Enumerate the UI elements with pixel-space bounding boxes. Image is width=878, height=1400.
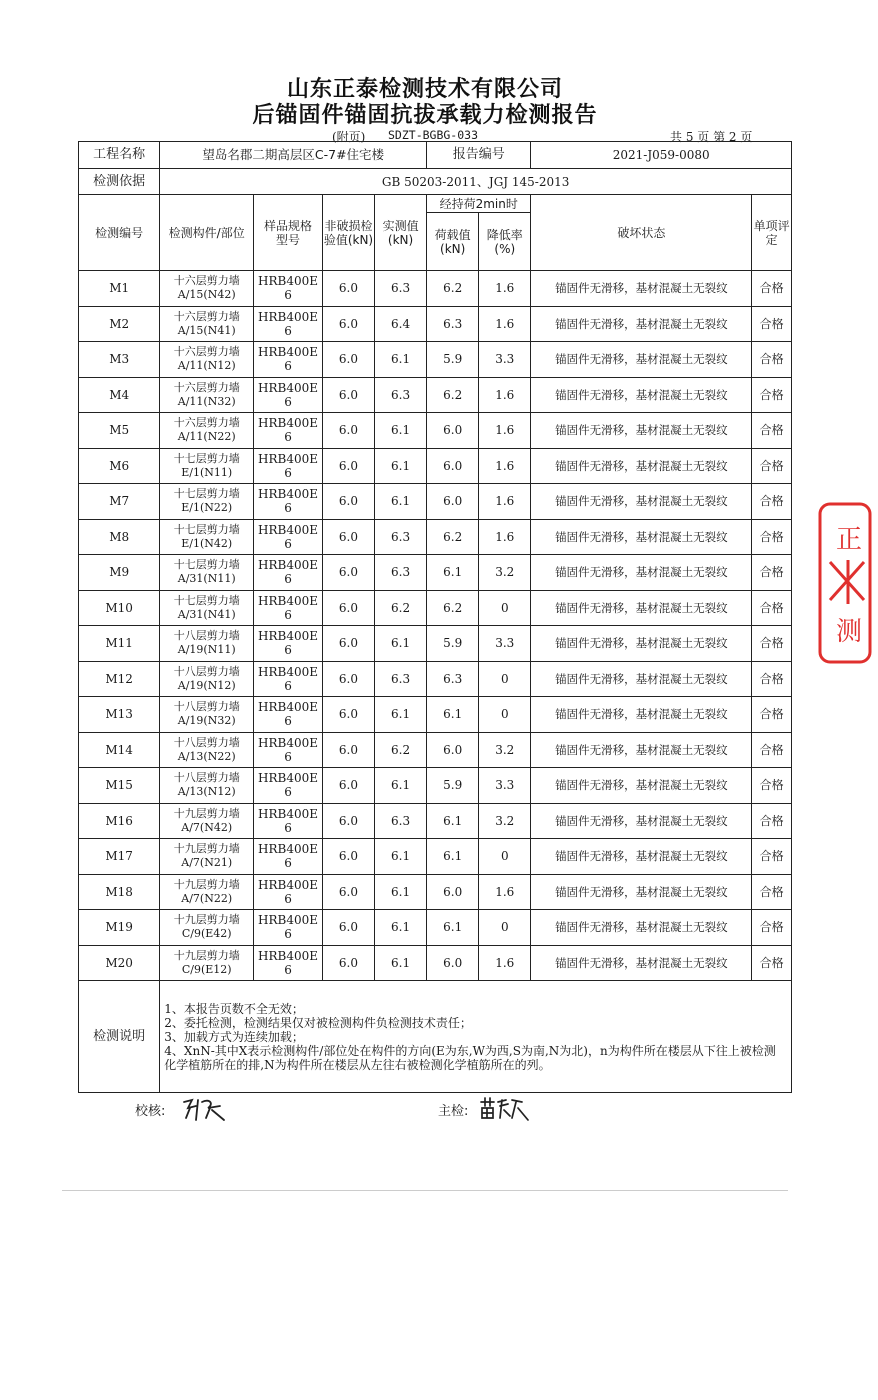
part-cell xyxy=(160,874,254,910)
measured-cell: 6.1 xyxy=(375,910,427,946)
part-cell xyxy=(160,519,254,555)
table-row xyxy=(79,306,792,342)
damage-cell: 锚固件无滑移，基材混凝土无裂纹 xyxy=(531,377,752,413)
measured-cell: 6.1 xyxy=(375,448,427,484)
part-cell xyxy=(160,626,254,662)
part-line: 十六层剪力墙 xyxy=(173,345,240,359)
part-line: A/13(N12) xyxy=(177,785,236,799)
spec-cell: HRB400E 6 xyxy=(254,306,323,342)
drop-cell: 1.6 xyxy=(479,945,531,981)
part-cell xyxy=(160,271,254,307)
col-header-hold-group: 经持荷2min时 xyxy=(427,195,531,213)
nondestructive-cell: 6.0 xyxy=(322,448,374,484)
drop-cell: 3.3 xyxy=(479,342,531,378)
id-cell: M5 xyxy=(79,413,160,449)
part-line: A/19(N12) xyxy=(177,678,236,692)
spec-cell: HRB400E 6 xyxy=(254,448,323,484)
table-row xyxy=(79,626,792,662)
part-line: A/31(N11) xyxy=(177,572,236,586)
id-cell: M8 xyxy=(79,519,160,555)
part-line: 十九层剪力墙 xyxy=(173,948,240,962)
part-line: C/9(E12) xyxy=(181,962,232,976)
load-cell: 6.0 xyxy=(427,413,479,449)
damage-cell: 锚固件无滑移，基材混凝土无裂纹 xyxy=(531,874,752,910)
part-line: 十八层剪力墙 xyxy=(173,735,240,749)
col-header-nondestructive: 非破损检验值(kN) xyxy=(322,195,374,271)
load-cell: 6.2 xyxy=(427,377,479,413)
svg-text:正: 正 xyxy=(836,525,863,555)
damage-cell: 锚固件无滑移，基材混凝土无裂纹 xyxy=(531,484,752,520)
table-row xyxy=(79,413,792,449)
part-cell xyxy=(160,377,254,413)
col-header-damage: 破坏状态 xyxy=(531,195,752,271)
project-name-label: 工程名称 xyxy=(79,142,160,169)
damage-cell: 锚固件无滑移，基材混凝土无裂纹 xyxy=(531,910,752,946)
spec-cell: HRB400E 6 xyxy=(254,803,323,839)
load-cell: 6.2 xyxy=(427,271,479,307)
part-cell xyxy=(160,768,254,804)
table-row xyxy=(79,590,792,626)
spec-cell: HRB400E 6 xyxy=(254,874,323,910)
part-cell xyxy=(160,697,254,733)
rating-cell: 合格 xyxy=(752,519,792,555)
part-line: 十六层剪力墙 xyxy=(173,274,240,288)
spec-cell: HRB400E 6 xyxy=(254,626,323,662)
part-line: 十九层剪力墙 xyxy=(173,842,240,856)
spec-cell: HRB400E 6 xyxy=(254,590,323,626)
rating-cell: 合格 xyxy=(752,874,792,910)
part-line: A/19(N11) xyxy=(177,643,236,657)
damage-cell: 锚固件无滑移，基材混凝土无裂纹 xyxy=(531,413,752,449)
rating-cell: 合格 xyxy=(752,661,792,697)
part-line: 十七层剪力墙 xyxy=(173,487,240,501)
part-line: 十八层剪力墙 xyxy=(173,700,240,714)
measured-cell: 6.1 xyxy=(375,874,427,910)
part-line: 十九层剪力墙 xyxy=(173,913,240,927)
load-cell: 6.1 xyxy=(427,697,479,733)
spec-cell: HRB400E 6 xyxy=(254,342,323,378)
page-bottom-line xyxy=(62,1190,788,1191)
part-line: 十八层剪力墙 xyxy=(173,664,240,678)
load-cell: 5.9 xyxy=(427,768,479,804)
part-line: E/1(N22) xyxy=(181,501,233,515)
damage-cell: 锚固件无滑移，基材混凝土无裂纹 xyxy=(531,839,752,875)
measured-cell: 6.3 xyxy=(375,377,427,413)
part-line: 十七层剪力墙 xyxy=(173,522,240,536)
damage-cell: 锚固件无滑移，基材混凝土无裂纹 xyxy=(531,448,752,484)
nondestructive-cell: 6.0 xyxy=(322,413,374,449)
id-cell: M20 xyxy=(79,945,160,981)
table-row xyxy=(79,839,792,875)
report-number-label: 报告编号 xyxy=(427,142,531,169)
damage-cell: 锚固件无滑移，基材混凝土无裂纹 xyxy=(531,803,752,839)
part-cell xyxy=(160,555,254,591)
nondestructive-cell: 6.0 xyxy=(322,590,374,626)
damage-cell: 锚固件无滑移，基材混凝土无裂纹 xyxy=(531,519,752,555)
drop-cell: 1.6 xyxy=(479,448,531,484)
measured-cell: 6.1 xyxy=(375,697,427,733)
part-cell xyxy=(160,910,254,946)
measured-cell: 6.3 xyxy=(375,271,427,307)
id-cell: M3 xyxy=(79,342,160,378)
report-table xyxy=(78,141,792,1093)
nondestructive-cell: 6.0 xyxy=(322,732,374,768)
rating-cell: 合格 xyxy=(752,377,792,413)
table-row xyxy=(79,803,792,839)
appendix-label: (附页) xyxy=(332,130,366,144)
damage-cell: 锚固件无滑移，基材混凝土无裂纹 xyxy=(531,555,752,591)
table-row xyxy=(79,910,792,946)
spec-cell: HRB400E 6 xyxy=(254,768,323,804)
measured-cell: 6.4 xyxy=(375,306,427,342)
table-row xyxy=(79,519,792,555)
part-line: 十六层剪力墙 xyxy=(173,416,240,430)
rating-cell: 合格 xyxy=(752,413,792,449)
nondestructive-cell: 6.0 xyxy=(322,803,374,839)
note-line: 3、加载方式为连续加载； xyxy=(164,1029,304,1044)
part-line: E/1(N42) xyxy=(181,536,233,550)
load-cell: 6.3 xyxy=(427,661,479,697)
id-cell: M2 xyxy=(79,306,160,342)
part-line: 十七层剪力墙 xyxy=(173,451,240,465)
nondestructive-cell: 6.0 xyxy=(322,342,374,378)
measured-cell: 6.2 xyxy=(375,590,427,626)
rating-cell: 合格 xyxy=(752,910,792,946)
rating-cell: 合格 xyxy=(752,271,792,307)
spec-cell: HRB400E 6 xyxy=(254,377,323,413)
data-rows xyxy=(79,271,792,981)
damage-cell: 锚固件无滑移，基材混凝土无裂纹 xyxy=(531,732,752,768)
part-cell xyxy=(160,413,254,449)
damage-cell: 锚固件无滑移，基材混凝土无裂纹 xyxy=(531,306,752,342)
part-line: A/11(N12) xyxy=(177,359,236,373)
part-line: 十六层剪力墙 xyxy=(173,380,240,394)
id-cell: M17 xyxy=(79,839,160,875)
nondestructive-cell: 6.0 xyxy=(322,768,374,804)
part-line: A/15(N41) xyxy=(177,323,236,337)
part-line: 十九层剪力墙 xyxy=(173,877,240,891)
part-line: 十六层剪力墙 xyxy=(173,309,240,323)
part-line: A/7(N42) xyxy=(181,820,233,834)
inspector-signature xyxy=(478,1094,534,1124)
col-header-id: 检测编号 xyxy=(79,195,160,271)
part-cell xyxy=(160,661,254,697)
drop-cell: 0 xyxy=(479,661,531,697)
part-line: A/7(N22) xyxy=(181,891,233,905)
measured-cell: 6.2 xyxy=(375,732,427,768)
drop-cell: 0 xyxy=(479,910,531,946)
spec-cell: HRB400E 6 xyxy=(254,910,323,946)
rating-cell: 合格 xyxy=(752,768,792,804)
rating-cell: 合格 xyxy=(752,342,792,378)
load-cell: 6.0 xyxy=(427,448,479,484)
id-cell: M1 xyxy=(79,271,160,307)
drop-cell: 0 xyxy=(479,697,531,733)
spec-cell: HRB400E 6 xyxy=(254,271,323,307)
col-header-measured: 实测值(kN) xyxy=(375,195,427,271)
drop-cell: 1.6 xyxy=(479,377,531,413)
load-cell: 6.1 xyxy=(427,910,479,946)
drop-cell: 3.3 xyxy=(479,626,531,662)
load-cell: 6.2 xyxy=(427,590,479,626)
rating-cell: 合格 xyxy=(752,697,792,733)
nondestructive-cell: 6.0 xyxy=(322,484,374,520)
id-cell: M4 xyxy=(79,377,160,413)
table-row xyxy=(79,768,792,804)
spec-cell: HRB400E 6 xyxy=(254,732,323,768)
table-row xyxy=(79,448,792,484)
table-row xyxy=(79,697,792,733)
measured-cell: 6.1 xyxy=(375,768,427,804)
drop-cell: 3.2 xyxy=(479,803,531,839)
table-row xyxy=(79,661,792,697)
rating-cell: 合格 xyxy=(752,626,792,662)
table-row xyxy=(79,945,792,981)
id-cell: M18 xyxy=(79,874,160,910)
note-line: 1、本报告页数不全无效； xyxy=(164,1001,304,1016)
part-line: 十七层剪力墙 xyxy=(173,558,240,572)
rating-cell: 合格 xyxy=(752,306,792,342)
measured-cell: 6.1 xyxy=(375,945,427,981)
load-cell: 6.3 xyxy=(427,306,479,342)
damage-cell: 锚固件无滑移，基材混凝土无裂纹 xyxy=(531,768,752,804)
nondestructive-cell: 6.0 xyxy=(322,839,374,875)
part-cell xyxy=(160,590,254,626)
spec-cell: HRB400E 6 xyxy=(254,697,323,733)
part-line: E/1(N11) xyxy=(181,465,233,479)
basis-value: GB 50203-2011、JGJ 145-2013 xyxy=(160,169,792,195)
part-line: A/15(N42) xyxy=(177,288,236,302)
id-cell: M7 xyxy=(79,484,160,520)
drop-cell: 1.6 xyxy=(479,874,531,910)
damage-cell: 锚固件无滑移，基材混凝土无裂纹 xyxy=(531,342,752,378)
measured-cell: 6.1 xyxy=(375,413,427,449)
inspector-label: 主检: xyxy=(438,1104,469,1119)
report-title: 后锚固件锚固抗拔承载力检测报告 xyxy=(252,103,598,128)
basis-label: 检测依据 xyxy=(79,169,160,195)
part-line: A/13(N22) xyxy=(177,749,236,763)
id-cell: M13 xyxy=(79,697,160,733)
id-cell: M12 xyxy=(79,661,160,697)
nondestructive-cell: 6.0 xyxy=(322,377,374,413)
part-line: 十七层剪力墙 xyxy=(173,593,240,607)
spec-cell: HRB400E 6 xyxy=(254,519,323,555)
table-row xyxy=(79,342,792,378)
id-cell: M19 xyxy=(79,910,160,946)
part-line: A/11(N32) xyxy=(177,394,236,408)
col-header-spec: 样品规格型号 xyxy=(254,195,323,271)
col-header-drop: 降低率(%) xyxy=(479,213,531,271)
nondestructive-cell: 6.0 xyxy=(322,661,374,697)
rating-cell: 合格 xyxy=(752,732,792,768)
id-cell: M9 xyxy=(79,555,160,591)
measured-cell: 6.1 xyxy=(375,839,427,875)
part-cell xyxy=(160,342,254,378)
nondestructive-cell: 6.0 xyxy=(322,306,374,342)
table-row xyxy=(79,484,792,520)
load-cell: 5.9 xyxy=(427,342,479,378)
drop-cell: 3.2 xyxy=(479,555,531,591)
nondestructive-cell: 6.0 xyxy=(322,945,374,981)
rating-cell: 合格 xyxy=(752,484,792,520)
damage-cell: 锚固件无滑移，基材混凝土无裂纹 xyxy=(531,590,752,626)
load-cell: 6.0 xyxy=(427,874,479,910)
measured-cell: 6.1 xyxy=(375,626,427,662)
part-line: C/9(E42) xyxy=(181,927,232,941)
rating-cell: 合格 xyxy=(752,839,792,875)
load-cell: 6.0 xyxy=(427,732,479,768)
table-row xyxy=(79,271,792,307)
part-cell xyxy=(160,448,254,484)
note-line: 2、委托检测，检测结果仅对被检测构件负检测技术责任； xyxy=(164,1015,472,1030)
nondestructive-cell: 6.0 xyxy=(322,626,374,662)
nondestructive-cell: 6.0 xyxy=(322,271,374,307)
load-cell: 6.1 xyxy=(427,839,479,875)
spec-cell: HRB400E 6 xyxy=(254,555,323,591)
part-cell xyxy=(160,484,254,520)
checker-label: 校核: xyxy=(135,1104,166,1119)
nondestructive-cell: 6.0 xyxy=(322,519,374,555)
measured-cell: 6.3 xyxy=(375,803,427,839)
rating-cell: 合格 xyxy=(752,590,792,626)
damage-cell: 锚固件无滑移，基材混凝土无裂纹 xyxy=(531,661,752,697)
id-cell: M11 xyxy=(79,626,160,662)
col-header-part: 检测构件/部位 xyxy=(160,195,254,271)
notes-label: 检测说明 xyxy=(79,981,160,1093)
part-line: 十八层剪力墙 xyxy=(173,771,240,785)
company-name: 山东正泰检测技术有限公司 xyxy=(286,77,563,102)
part-line: A/31(N41) xyxy=(177,607,236,621)
load-cell: 5.9 xyxy=(427,626,479,662)
report-number-value: 2021-J059-0080 xyxy=(531,142,792,169)
svg-text:测: 测 xyxy=(836,617,863,647)
id-cell: M6 xyxy=(79,448,160,484)
id-cell: M14 xyxy=(79,732,160,768)
load-cell: 6.1 xyxy=(427,803,479,839)
drop-cell: 3.2 xyxy=(479,732,531,768)
part-line: A/7(N21) xyxy=(181,856,233,870)
rating-cell: 合格 xyxy=(752,555,792,591)
spec-cell: HRB400E 6 xyxy=(254,413,323,449)
note-line: 4、XnN-其中X表示检测构件/部位处在构件的方向(E为东,W为西,S为南,N为北)，n为构件所在楼层从下往上被检测化学植筋所在的排,N为构件所在楼层从左往右被检测化学植筋所在的列。 xyxy=(164,1043,776,1072)
drop-cell: 1.6 xyxy=(479,306,531,342)
nondestructive-cell: 6.0 xyxy=(322,555,374,591)
part-line: 十八层剪力墙 xyxy=(173,629,240,643)
damage-cell: 锚固件无滑移，基材混凝土无裂纹 xyxy=(531,271,752,307)
id-cell: M16 xyxy=(79,803,160,839)
drop-cell: 1.6 xyxy=(479,413,531,449)
load-cell: 6.0 xyxy=(427,484,479,520)
measured-cell: 6.1 xyxy=(375,342,427,378)
nondestructive-cell: 6.0 xyxy=(322,874,374,910)
drop-cell: 1.6 xyxy=(479,484,531,520)
drop-cell: 3.3 xyxy=(479,768,531,804)
measured-cell: 6.3 xyxy=(375,519,427,555)
part-line: A/19(N32) xyxy=(177,714,236,728)
red-seal-stamp xyxy=(818,500,878,668)
project-name-value: 望岛名郡二期高层区C-7#住宅楼 xyxy=(160,142,427,169)
measured-cell: 6.3 xyxy=(375,661,427,697)
page-count: 共 5 页 第 2 页 xyxy=(670,130,753,144)
part-cell xyxy=(160,945,254,981)
load-cell: 6.2 xyxy=(427,519,479,555)
part-cell xyxy=(160,732,254,768)
damage-cell: 锚固件无滑移，基材混凝土无裂纹 xyxy=(531,945,752,981)
id-cell: M15 xyxy=(79,768,160,804)
load-cell: 6.0 xyxy=(427,945,479,981)
part-cell xyxy=(160,839,254,875)
spec-cell: HRB400E 6 xyxy=(254,484,323,520)
drop-cell: 0 xyxy=(479,839,531,875)
drop-cell: 1.6 xyxy=(479,519,531,555)
table-row xyxy=(79,555,792,591)
drop-cell: 0 xyxy=(479,590,531,626)
part-line: 十九层剪力墙 xyxy=(173,806,240,820)
measured-cell: 6.3 xyxy=(375,555,427,591)
checker-signature xyxy=(180,1094,236,1124)
spec-cell: HRB400E 6 xyxy=(254,839,323,875)
table-row xyxy=(79,732,792,768)
nondestructive-cell: 6.0 xyxy=(322,697,374,733)
part-cell xyxy=(160,306,254,342)
spec-cell: HRB400E 6 xyxy=(254,661,323,697)
damage-cell: 锚固件无滑移，基材混凝土无裂纹 xyxy=(531,626,752,662)
col-header-load: 荷载值(kN) xyxy=(427,213,479,271)
rating-cell: 合格 xyxy=(752,945,792,981)
notes-content xyxy=(160,981,792,1093)
load-cell: 6.1 xyxy=(427,555,479,591)
drop-cell: 1.6 xyxy=(479,271,531,307)
nondestructive-cell: 6.0 xyxy=(322,910,374,946)
damage-cell: 锚固件无滑移，基材混凝土无裂纹 xyxy=(531,697,752,733)
document-code: SDZT-BGBG-033 xyxy=(388,128,479,142)
id-cell: M10 xyxy=(79,590,160,626)
spec-cell: HRB400E 6 xyxy=(254,945,323,981)
rating-cell: 合格 xyxy=(752,448,792,484)
measured-cell: 6.1 xyxy=(375,484,427,520)
part-line: A/11(N22) xyxy=(177,430,236,444)
rating-cell: 合格 xyxy=(752,803,792,839)
part-cell xyxy=(160,803,254,839)
table-row xyxy=(79,377,792,413)
col-header-rating: 单项评定 xyxy=(752,195,792,271)
table-row xyxy=(79,874,792,910)
